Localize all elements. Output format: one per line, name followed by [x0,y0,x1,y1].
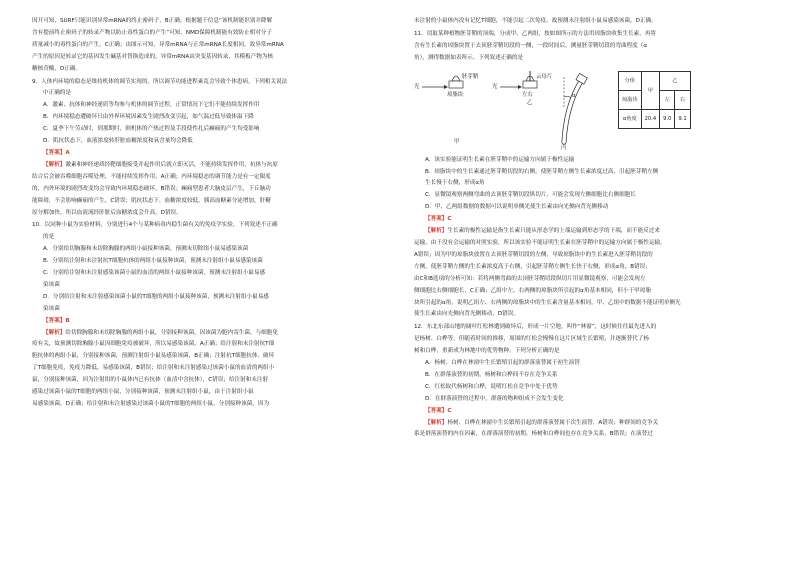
q10-explanation-line: 感染过该菌小鼠的T细胞的两组小鼠，分别接种该菌，预测未注射组小鼠，由于注射组小鼠 [32,389,254,396]
question-10 [32,220,387,411]
explanation-tag: 【解析】 [43,161,66,168]
q11-option-d: D．甲、乙两组数据的数据可以说明单侧光使生长素由向光侧向背光侧移动 [425,204,609,211]
coleoptile-label: 胚芽鞘 [462,73,479,80]
q12-stem: 是杨树、白桦等，但随着时间的推移，周围的红松会慢慢在这片区域生长繁殖，并逐渐替代了杨 [414,336,649,343]
alpha-angle-table [618,71,691,129]
question-12 [414,322,769,441]
q12-option-c: C．红松取代杨树和白桦，说明红松在竞争中处于优势 [425,383,558,390]
q9-stem: 中正确的是 [43,90,71,97]
group-jia-label: 甲 [454,138,460,145]
q11-stem: 含有生长素的琼脂块置于去顶胚芽鞘切段的一侧，一段时间后，测量胚芽鞘切段的弯曲程度（α [414,42,648,49]
q10-explanation-line: 疫有关，故预测切除胸腺小鼠因细胞免疫被破坏，所以易感染该菌，A正确；给注射和未注射抗T细 [32,341,275,348]
q11-explanation-line: 侧细胞比右侧细胞长，C正确；乙组中左、右两侧的琼脂块所引起的α角基本相同，但小于甲琼脂 [414,287,651,294]
q11-figure [414,67,769,153]
light-label-2: 光 [492,83,498,90]
light-label-1: 光 [414,83,420,90]
left-column [32,16,387,411]
alpha-label: α [572,92,576,99]
q10-option-a: A．分别给切胸腺和未切除胸腺的两组小鼠接种该菌，预测未切除组小鼠易感染该菌 [43,246,249,253]
q10-stem: 10．以同种小鼠为实验材料，分别进行4个与某种病毒内稳生菌有关的免疫学实验，下列叙述不正确 [32,222,278,229]
q10-stem: 的是 [43,234,55,241]
intro-line: 含有提前终止密码子的转录产物以防止毒性蛋白的产生”可知，NMD保障机制能有效防止相对分子 [32,29,272,36]
explanation-tag: 【解析】 [425,228,448,235]
table-header-block: 琼脂块 [619,90,642,109]
intro-line: 未注射的小鼠体内没有记忆T细胞，不能引起二次免疫，故预测未注射组小鼠易感染该菌，D正确。 [414,18,657,24]
question-9 [32,77,387,220]
q11-answer: 【答案】C [425,216,452,223]
left-right-label: 左右 [522,91,533,98]
q10-answer: 【答案】B [43,317,70,324]
q11-explanation-line: 使生长素由向光侧向背光侧移动，D错误。 [414,311,519,318]
agar-block-2 [523,81,537,88]
q9-explanation-line: 能障碍，不会影响癫痫的产生，C错误；肌抗状态下，血糖浓度较低，胰高血糖素分泌增加，肝糖 [32,197,271,204]
q9-explanation-line: 结合后会被吞噬细胞吞噬处理，不能持续发挥作用，A正确；内环境稳态的调节能力是有一定限度 [32,173,271,180]
mica-label: 云母片 [536,73,553,80]
table-header-right: 右 [675,90,690,109]
q10-option-c: C．分别给注射和未注射感染该菌小鼠的血清的两组小鼠接种该菌，预测未注射组小鼠易感 [43,270,266,277]
agar-label: 琼脂块 [447,91,464,98]
agar-block-1 [449,81,463,88]
q9-option-b: B．内环境稳态遭破坏只由外界环境因素发生剧烈改变引起，如气温过低导致体温下降 [43,114,254,121]
intro-line: 质量减小的毒性蛋白的产生，C正确；由图示可知，异常mRNA与正常mRNA长度相同，故异常mRNA [32,41,284,48]
table-row-label-alpha: α角度 [619,109,642,128]
q11-stem: 11．切取某种植物胚芽鞘的顶端，分成甲、乙两组，按如图所示的方法用琼脂块收集生长素，再将 [414,30,657,37]
q11-stem: 角），测得数据如表所示。下列叙述正确的是 [414,54,524,61]
group-yi-label: 乙 [527,99,533,106]
table-cell-left: 9.0 [660,109,675,128]
q11-explanation-line: 由C和B选项的分析可知：若将两侧弯曲的去顶胚芽鞘切段纵切片用显微镜观察，可能会发现左 [414,275,646,282]
table-cell-jia: 20.4 [641,109,660,128]
q10-option-b: B．分别给注射和未注射抗T细胞抗体的两组小鼠接种该菌，预测未注射组小鼠易感染该菌 [43,258,263,265]
q10-option-d-cont: 染该菌 [43,305,60,312]
table-header-jia: 甲 [641,71,660,109]
q12-explanation-line: 系是群落演替的内在因素，在群落演替的初期，杨树和白桦间也存在竞争关系，B错误；在演替过 [414,431,653,438]
table-cell-right: 9.1 [675,109,690,128]
q11-option-a: A．该实验能证明生长素在胚芽鞘中的运输方向属于极性运输 [425,156,575,163]
light-arrow-head-1 [444,85,448,89]
q9-explanation-line: 的，内外环境的剧烈改变均会导致内环境稳态破坏，B错误；癫痫型患者大脑皮层产生，下丘脑功 [32,185,271,192]
q10-explanation-line: 了T细胞免疫，免疫力降低，易感染该菌，B错误；给注射和未注射感染过该菌小鼠的血清的两组小 [32,365,275,372]
q9-option-d: D．肌抗状态下，血液浓度转肝脏血糖浓度和氧含量均会降低 [43,138,193,145]
table-row [619,71,691,90]
table-header-left: 左 [660,90,675,109]
q12-option-d: D．在群落演替的过程中，群落的物种组成不会发生变化 [425,395,564,402]
light-arrow-head-2 [518,85,522,89]
coleoptile-tip-1 [452,76,460,81]
q10-option-d: D．分别给注射和未注射感染该菌小鼠的T细胞的两组小鼠接种该菌，预测未注射组小鼠易感 [43,293,269,300]
question-11 [414,29,769,321]
q12-explanation: 【解析】杨树、白桦在林窗中生长繁殖引起的群落演替属于次生演替，A错误；种群间的竞争关 [425,419,659,426]
q11-option-b-cont: 生长慢于右侧，形成α角 [425,180,485,187]
q11-explanation-line: 左侧，使胚芽鞘左侧的生长素浓度高于右侧，引起胚芽鞘左侧生长快于右侧，形成α角，B错误； [414,263,651,270]
q11-explanation-line: 块所引起的α角，说明乙组左、右两侧的琼脂块中的生长素含量基本相同，甲、乙组中的数据不能证明单侧光 [414,299,681,306]
q9-stem: 9．人体内环境的稳态是维持机体的调节实现的，所以调节功能进程紊乱会导致个体患病。下列相关说法 [32,78,288,85]
q10-explanation: 【解析】给切除胸腺和未切除胸腺的两组小鼠，分别接种该菌，因该菌为胞内寄生菌，与细胞免 [43,329,278,336]
q12-answer: 【答案】C [425,407,452,414]
q11-option-b: B．琼脂块中的生长素通过胚芽鞘切段的右侧，使胚芽鞘左侧生长素浓度过高，引起胚芽鞘左侧 [425,168,659,175]
group-bing-label: 丙 [561,144,567,151]
q12-stem: 12．东北东部山地的阔叶红松林遭到破坏后，形成一片空地，叫作“林窗”，这时候往往最先进入的 [414,324,657,331]
q12-stem: 树和白桦，重新成为林地中的优势物种。下列分析正确的是 [414,348,560,355]
intro-line: 糖核苷酸，D正确。 [32,65,82,72]
q10-explanation-line: 胞抗体的两组小鼠，分别接种该菌，预测注射组小鼠易感染该菌，B正确；注射抗T细胞抗体，破坏 [32,353,275,360]
q9-option-c: C．夏季下午劳动时，到那期时，则机体的产热过程及手段使性扎后癫痫的产生均受影响 [43,126,260,133]
q11-explanation: 【解析】生长素的极性运输是指生长素只能从形态学的上端运输到形态学的下端，而不能反过来 [425,228,660,235]
q11-explanation-line: A错误；因为甲的琼脂块放置在去顶胚芽鞘切段的左侧，导致琼脂块中的生长素进入胚芽鞘切段的 [414,251,653,258]
intro-line: 产生的原因是转录它的基因发生碱基对替换造成的，异常mRNA由突变基因转录，其模板产物为核 [32,53,274,60]
table-row [619,109,691,128]
table-header-group: 分组 [619,71,642,90]
q10-option-c-cont: 染该菌 [43,281,60,288]
q10-explanation-line: 易感染该菌，D正确；给注射和未注射感染过该菌小鼠的T细胞的两组小鼠，分别接种该菌，因为 [32,401,270,407]
explanation-tag: 【解析】 [425,419,448,426]
q9-explanation-line: 原分解加快，所以血液流经肝脏后血糖浓度会升高，D错误。 [32,209,182,216]
alpha-arc [564,96,571,98]
intro-line: 因开可知，SURF只能识别异常mRNA的终止密码子，B正确；根据题干信息“该机制能识别并降解 [32,18,273,24]
q9-answer: 【答案】A [43,149,70,156]
q10-explanation-line: 鼠，分别接种该菌，因为注射组的小鼠体内已有抗体（血清中含抗体），C错误；给注射和未注射 [32,377,269,384]
q11-option-c: C．显微镜观察两侧弯曲的去顶胚芽鞘切段纵切片，可能会发现左侧细胞比右侧细胞长 [425,192,636,199]
q12-option-a: A．杨树、白桦在林窗中生长繁殖引起的群落演替属于初生演替 [425,360,580,367]
q9-option-a: A．激素、抗体和神经递质等均参与机体的调节过程，正常情况下它们不能持续发挥作用 [43,102,260,109]
explanation-tag: 【解析】 [43,329,66,336]
experiment-diagram [414,67,614,153]
table-header-yi: 乙 [660,71,691,90]
q12-option-b: B．在群落演替的初期，杨树和白桦间不存在竞争关系 [425,371,558,378]
right-column [414,16,769,441]
q11-explanation-line: 运输，由于没有会运输的对照实验，所以该实验不能证明生长素在胚芽鞘中的运输方向属于极性运输， [414,239,666,246]
q9-explanation: 【解析】激素和神经递质经靶细胞接受并起作用后就立即灭活，不能持续发挥作用，抗体与抗原 [43,161,278,168]
